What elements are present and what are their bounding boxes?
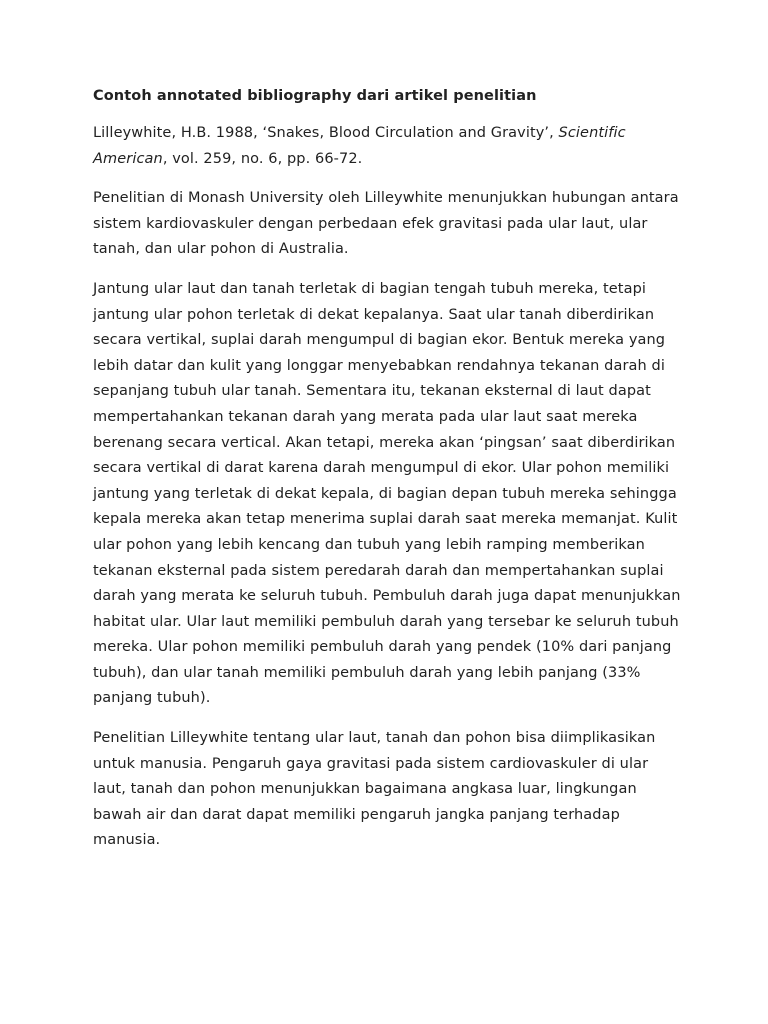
findings-paragraph: Jantung ular laut dan tanah terletak di bagian tengah tubuh mereka, tetapi jantung ular pohon terletak di dekat kepalanya. Saat ular tanah diberdirikan secara vertikal, suplai darah mengumpul di bagian ekor. Bentuk mereka yang lebih datar dan kulit yang longgar menyebabkan rendahnya tekanan darah di sepanjang tubuh ular tanah. Sementara itu, tekanan eksternal di laut dapat mempertahankan tekanan darah yang merata pada ular laut saat mereka berenang secara vertical. Akan tetapi, mereka akan ‘pingsan’ saat diberdirikan secara vertikal di darat karena darah mengumpul di ekor. Ular pohon memiliki jantung yang terletak di dekat kepala, di bagian depan tubuh mereka sehingga kepala mereka akan tetap menerima suplai darah saat mereka memanjat. Kulit ular pohon yang lebih kencang dan tubuh yang lebih ramping memberikan tekanan eksternal pada sistem peredarah darah dan mempertahankan suplai darah yang merata ke seluruh tubuh. Pembuluh darah juga dapat menunjukkan habitat ular. Ular laut memiliki pembuluh darah yang tersebar ke seluruh tubuh mereka. Ular pohon memiliki pembuluh darah yang pendek (10% dari panjang tubuh), dan ular tanah memiliki pembuluh darah yang lebih panjang (33% panjang tubuh). [93, 280, 681, 707]
citation-details: , vol. 259, no. 6, pp. 66-72. [162, 150, 363, 167]
document-title: Contoh annotated bibliography dari artikel penelitian [93, 88, 537, 104]
citation-journal: Scientific American [93, 125, 626, 167]
implications-paragraph: Penelitian Lilleywhite tentang ular laut, tanah dan pohon bisa diimplikasikan untuk manusia. Pengaruh gaya gravitasi pada sistem cardiovaskuler di ular laut, tanah dan pohon menunjukkan bagaimana angkasa luar, lingkungan bawah air dan darat dapat memiliki pengaruh jangka panjang terhadap manusia. [93, 730, 656, 849]
bibliography-citation [93, 121, 683, 172]
document-page [93, 84, 683, 868]
summary-paragraph: Penelitian di Monash University oleh Lilleywhite menunjukkan hubungan antara sistem kardiovaskuler dengan perbedaan efek gravitasi pada ular laut, ular tanah, dan ular pohon di Australia. [93, 190, 679, 258]
citation-authors-title: Lilleywhite, H.B. 1988, ‘Snakes, Blood Circulation and Gravity’, [93, 125, 559, 141]
